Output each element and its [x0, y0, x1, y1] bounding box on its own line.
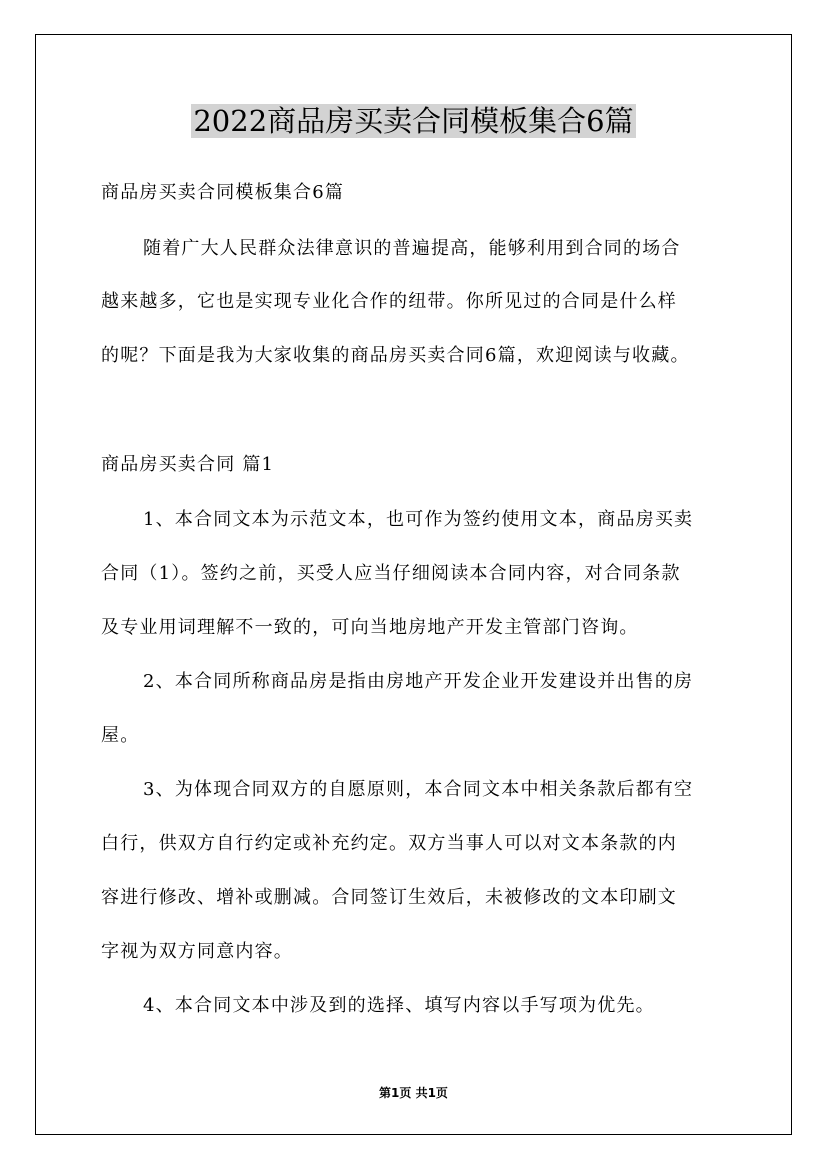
intro-line-3: 的呢？下面是我为大家收集的商品房买卖合同6篇，欢迎阅读与收藏。	[101, 345, 690, 366]
intro-line-2: 越来越多，它也是实现专业化合作的纽带。你所见过的合同是什么样	[101, 291, 677, 312]
item-1-line-1: 1、本合同文本为示范文本，也可作为签约使用文本，商品房买卖	[143, 509, 694, 530]
intro-line-1: 随着广大人民群众法律意识的普遍提高，能够利用到合同的场合	[143, 238, 681, 259]
document-title	[0, 99, 827, 143]
item-1-line-3: 及专业用词理解不一致的，可向当地房地产开发主管部门咨询。	[101, 617, 639, 638]
item-3-line-2: 白行，供双方自行约定或补充约定。双方当事人可以对文本条款的内	[101, 833, 677, 854]
item-2-line-1: 2、本合同所称商品房是指由房地产开发企业开发建设并出售的房	[143, 671, 694, 692]
item-3-line-4: 字视为双方同意内容。	[101, 941, 293, 962]
item-3-line-3: 容进行修改、增补或删减。合同签订生效后，未被修改的文本印刷文	[101, 887, 677, 908]
item-2-line-2: 屋。	[101, 725, 140, 746]
page-number: 第1页 共1页	[379, 1086, 448, 1100]
item-1-line-2: 合同（1）。签约之前，买受人应当仔细阅读本合同内容，对合同条款	[101, 563, 681, 584]
item-4-line-1: 4、本合同文本中涉及到的选择、填写内容以手写项为优先。	[143, 995, 655, 1016]
document-subtitle: 商品房买卖合同模板集合6篇	[101, 182, 345, 203]
document-title-text: 2022商品房买卖合同模板集合6篇	[193, 104, 634, 138]
section-heading: 商品房买卖合同 篇1	[101, 454, 275, 475]
item-3-line-1: 3、为体现合同双方的自愿原则，本合同文本中相关条款后都有空	[143, 779, 694, 800]
